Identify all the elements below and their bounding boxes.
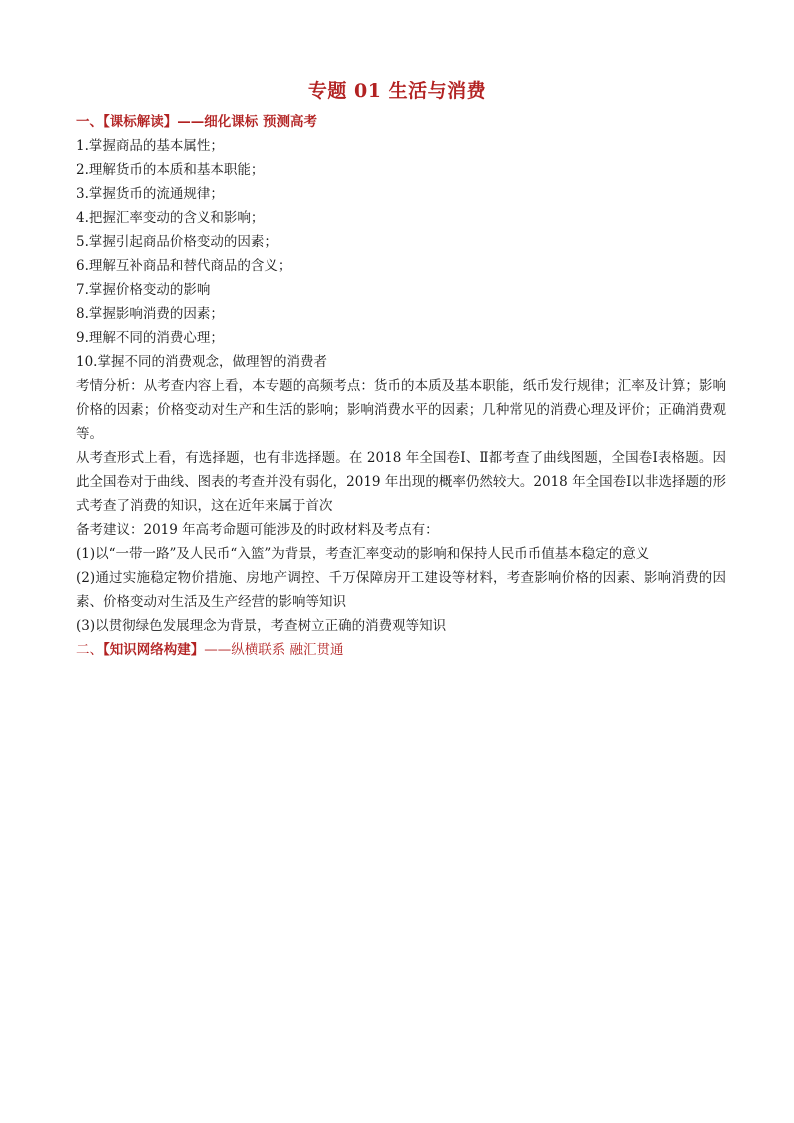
prep-advice-intro: 备考建议：2019 年高考命题可能涉及的时政材料及考点有：: [76, 522, 439, 538]
objective-item: 1.掌握商品的基本属性；: [76, 138, 224, 154]
prep-advice-item: (3)以贯彻绿色发展理念为背景，考查树立正确的消费观等知识: [76, 618, 447, 634]
prep-advice-item: (2)通过实施稳定物价措施、房地产调控、千万保障房开工建设等材料，考查影响价格的因素、影响消费的因素、价格变动对生活及生产经营的影响等知识: [76, 570, 726, 610]
objective-item: 8.掌握影响消费的因素；: [76, 306, 224, 322]
section-heading-subtitle: ——细化课标 预测高考: [177, 114, 317, 130]
exam-format-paragraph: 从考查形式上看，有选择题，也有非选择题。在 2018 年全国卷Ⅰ、Ⅱ都考查了曲线图题，全国卷Ⅰ表格题。因此全国卷对于曲线、图表的考查并没有弱化，2019 年出现的概率仍然较大。2018 年全国卷Ⅰ以非选择题的形式考查了消费的知识，这在近年来属于首次: [76, 450, 726, 514]
exam-analysis-paragraph: 考情分析：从考查内容上看，本专题的高频考点：货币的本质及基本职能，纸币发行规律；汇率及计算；影响价格的因素；价格变动对生产和生活的影响；影响消费水平的因素；几种常见的消费心理及评价；正确消费观等。: [76, 378, 726, 442]
section-heading-curriculum: [76, 110, 726, 134]
objective-item: 9.理解不同的消费心理；: [76, 330, 224, 346]
section-heading-bracket: 【课标解读】: [103, 114, 178, 130]
prep-advice-item: (1)以“一带一路”及人民币“入篮”为背景，考查汇率变动的影响和保持人民币币值基本稳定的意义: [76, 546, 650, 562]
section-heading-subtitle: ——纵横联系 融汇贯通: [204, 642, 344, 658]
section-heading-prefix: 二、: [76, 642, 103, 658]
objectives-list: [76, 134, 726, 374]
page-title: 专题 01 生活与消费: [307, 80, 487, 102]
objective-item: 3.掌握货币的流通规律；: [76, 186, 224, 202]
section-heading-bracket: 【知识网络构建】: [103, 642, 205, 658]
objective-item: 5.掌握引起商品价格变动的因素；: [76, 234, 278, 250]
objective-item: 7.掌握价格变动的影响: [76, 282, 211, 298]
section-heading-prefix: 一、: [76, 114, 103, 130]
objective-item: 6.理解互补商品和替代商品的含义；: [76, 258, 292, 274]
objective-item: 4.把握汇率变动的含义和影响；: [76, 210, 265, 226]
objective-item: 10.掌握不同的消费观念，做理智的消费者: [76, 354, 327, 370]
objective-item: 2.理解货币的本质和基本职能；: [76, 162, 265, 178]
section-heading-knowledge-network: [76, 638, 726, 662]
document-body: [76, 110, 726, 662]
